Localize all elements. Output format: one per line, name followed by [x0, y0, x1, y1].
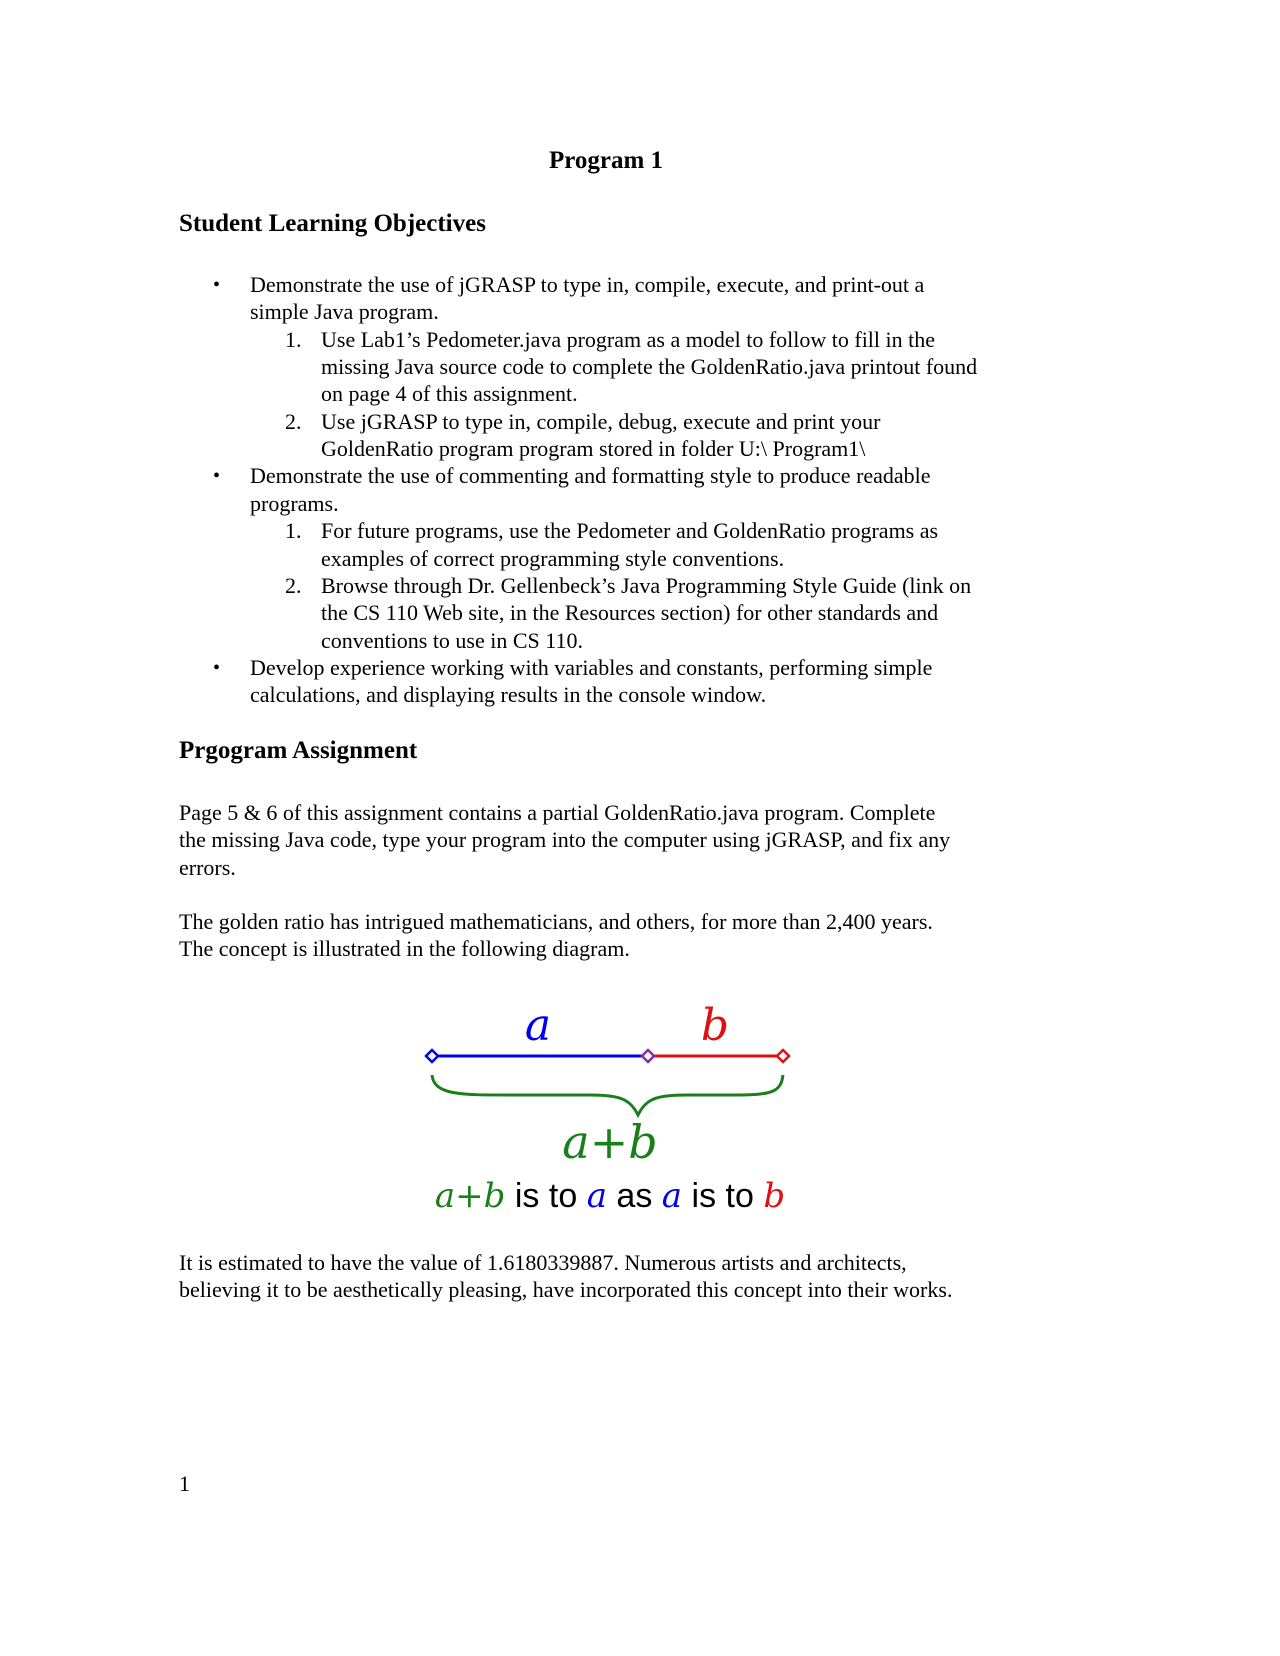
assignment-heading: Prgogram Assignment	[179, 737, 418, 764]
bullet-icon: •	[213, 465, 221, 488]
list-number: 2.	[285, 572, 302, 598]
caption-text: as	[616, 1177, 653, 1215]
caption-a: a	[661, 1176, 683, 1216]
paragraph-line: It is estimated to have the value of 1.6180339887. Numerous artists and architects,	[179, 1250, 907, 1275]
paragraph-line: The golden ratio has intrigued mathematicians, and others, for more than 2,400 years.	[179, 909, 933, 934]
paragraph-line: The concept is illustrated in the following diagram.	[179, 936, 630, 962]
endpoint-mid	[642, 1050, 654, 1062]
bullet-text-line: simple Java program.	[250, 299, 439, 325]
bullet-text-line: Develop experience working with variables and constants, performing simple	[250, 654, 933, 680]
label-sum: a+b	[562, 1115, 658, 1169]
bullet-text-line: calculations, and displaying results in the console window.	[250, 682, 767, 708]
caption-text: is to	[691, 1177, 754, 1215]
list-item-text-line: conventions to use in CS 110.	[321, 627, 583, 653]
caption-b: b	[763, 1176, 786, 1216]
caption-a: a	[586, 1176, 607, 1216]
golden-ratio-diagram	[420, 995, 860, 1230]
paragraph-line: the missing Java code, type your program into the computer using jGRASP, and fix any	[179, 827, 951, 853]
label-a: a	[524, 1000, 552, 1051]
endpoint-left	[426, 1050, 438, 1062]
caption-text: is to	[514, 1177, 578, 1215]
caption	[435, 1176, 785, 1216]
list-number: 1.	[285, 326, 302, 352]
objectives-heading: Student Learning Objectives	[179, 210, 486, 237]
paragraph-line: errors.	[179, 854, 236, 880]
bullet-text-line: Demonstrate the use of commenting and formatting style to produce readable	[250, 463, 931, 489]
list-item-text-line: the CS 110 Web site, in the Resources section) for other standards and	[321, 600, 939, 626]
list-item-text-line: Browse through Dr. Gellenbeck’s Java Programming Style Guide (link on	[321, 572, 972, 598]
list-item-text-line: Use Lab1’s Pedometer.java program as a model to follow to fill in the	[321, 326, 936, 352]
page-number: 1	[179, 1471, 190, 1496]
paragraph-line: Page 5 & 6 of this assignment contains a partial GoldenRatio.java program. Complete	[179, 800, 936, 825]
bullet-icon: •	[213, 656, 221, 679]
list-item-text-line: For future programs, use the Pedometer and GoldenRatio programs as	[321, 518, 939, 544]
bullet-text-line: programs.	[250, 490, 339, 516]
caption-sum: a+b	[434, 1176, 506, 1216]
bullet-icon: •	[213, 274, 221, 296]
list-item-text-line: GoldenRatio program program stored in folder U:\ Program1\	[321, 436, 866, 462]
bullet-text-line: Demonstrate the use of jGRASP to type in, compile, execute, and print-out a	[250, 272, 925, 297]
list-number: 1.	[285, 518, 302, 544]
list-number: 2.	[285, 408, 302, 434]
list-item-text-line: Use jGRASP to type in, compile, debug, execute and print your	[321, 408, 881, 434]
page-title: Program 1	[548, 147, 664, 174]
list-item-text-line: examples of correct programming style conventions.	[321, 545, 785, 571]
paragraph-line: believing it to be aesthetically pleasing, have incorporated this concept into their works.	[179, 1277, 953, 1303]
list-item-text-line: on page 4 of this assignment.	[321, 381, 578, 407]
endpoint-right	[777, 1050, 789, 1062]
brace	[432, 1075, 783, 1115]
list-item-text-line: missing Java source code to complete the GoldenRatio.java printout found	[321, 354, 978, 380]
label-b: b	[700, 1000, 730, 1051]
